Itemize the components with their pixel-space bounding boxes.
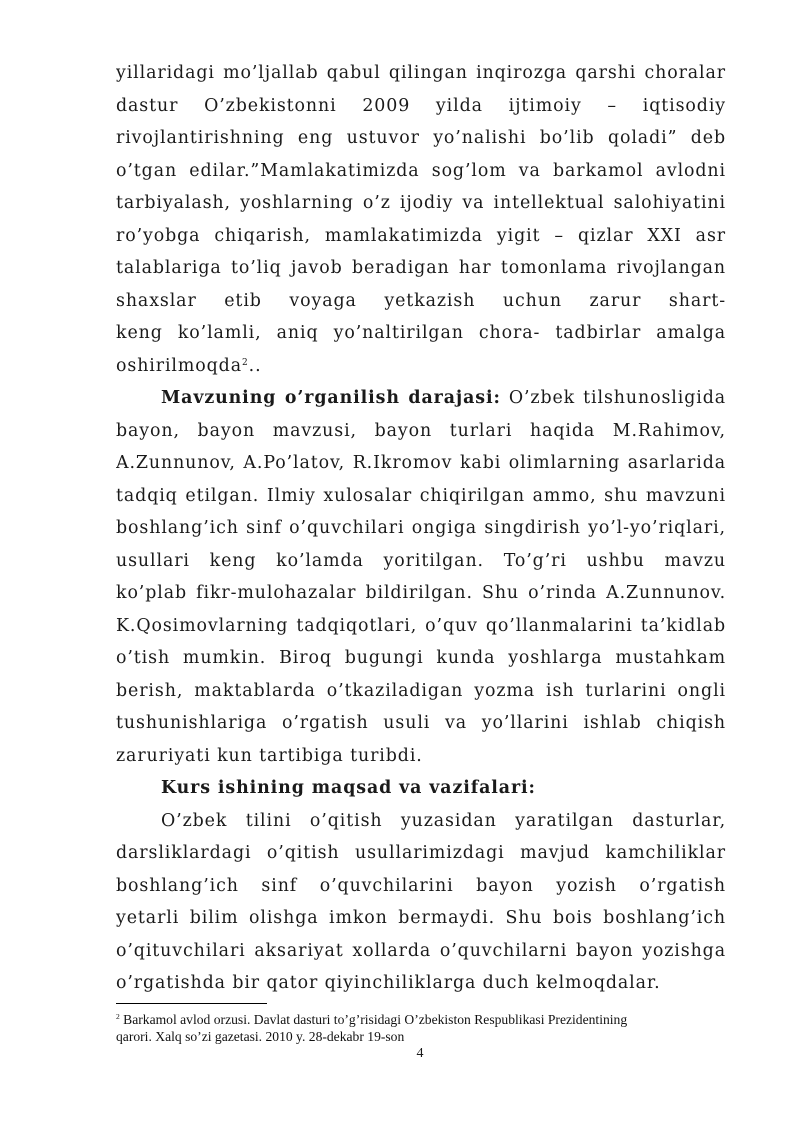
footnote-text: Barkamol avlod orzusi. Davlat dasturi to’g’risidagi O’zbekiston Respublikasi Prezidentining: [119, 1012, 628, 1027]
section-heading: Mavzuning o’rganilish darajasi:: [161, 388, 501, 408]
body-line: K.Qosimovlarning tadqiqotlari, o’quv qo’llanmalarini ta’kidlab: [116, 616, 726, 636]
body-line: boshlang’ich sinf o’quvchilarini bayon yozish o’rgatish: [116, 876, 726, 896]
body-line: tushunishlariga o’rgatish usuli va yo’llarini ishlab chiqish: [116, 713, 726, 733]
footnote-line: [116, 1011, 736, 1028]
body-text: O’zbek tilshunosligida: [508, 388, 726, 408]
footnote-ref[interactable]: 2: [242, 358, 249, 368]
body-line: usullari keng ko’lamda yoritilgan. To’g’ri ushbu mavzu: [116, 551, 726, 571]
body-line: tadqiq etilgan. Ilmiy xulosalar chiqirilgan ammo, shu mavzuni: [116, 486, 726, 506]
body-line: o’qituvchilari aksariyat xollarda o’quvchilarni bayon yozishga: [116, 941, 726, 961]
body-line: O’zbek tilini o’qitish yuzasidan yaratilgan dasturlar,: [161, 811, 726, 831]
body-line: shaxslar etib voyaga yetkazish uchun zarur shart-: [116, 291, 726, 311]
body-line: yetarli bilim olishga imkon bermaydi. Shu bois boshlang’ich: [116, 908, 726, 928]
footnote-line: qarori. Xalq so’zi gazetasi. 2010 y. 28-dekabr 19-son: [116, 1029, 405, 1044]
body-line: o’tgan edilar.”Mamlakatimizda sog’lom va barkamol avlodni: [116, 161, 726, 181]
body-line: keng ko’lamli, aniq yo’naltirilgan chora- tadbirlar amalga: [116, 323, 726, 343]
section-heading-line: [161, 387, 726, 409]
footnote-separator: [116, 1003, 267, 1004]
body-line: A.Zunnunov, A.Po’latov, R.Ikromov kabi olimlarning asarlarida: [116, 453, 726, 473]
body-line: berish, maktablarda o’tkaziladigan yozma ish turlarini ongli: [116, 681, 726, 701]
body-line: tarbiyalash, yoshlarning o’z ijodiy va intellektual salohiyatini: [116, 193, 726, 213]
body-line: dastur O’zbekistonni 2009 yilda ijtimoiy – iqtisodiy: [116, 96, 726, 116]
body-line: ko’plab fikr-mulohazalar bildirilgan. Shu o’rinda A.Zunnunov.: [116, 583, 726, 603]
body-line-last: [116, 355, 726, 377]
body-line: boshlang’ich sinf o’quvchilari ongiga singdirish yo’l-yo’riqlari,: [116, 518, 726, 538]
page-number: 4: [416, 1046, 424, 1061]
body-text: oshirilmoqda: [116, 356, 242, 376]
body-line: talablariga to’liq javob beradigan har tomonlama rivojlangan: [116, 258, 726, 278]
body-line-last: zaruriyati kun tartibiga turibdi.: [116, 746, 423, 766]
section-heading: Kurs ishining maqsad va vazifalari:: [161, 778, 536, 798]
footnote-mark: 2: [116, 1012, 120, 1021]
body-text: ..: [248, 356, 262, 376]
body-line: darsliklardagi o’qitish usullarimizdagi mavjud kamchiliklar: [116, 843, 726, 863]
body-line-last: o’rgatishda bir qator qiyinchiliklarga duch kelmoqdalar.: [116, 973, 661, 993]
body-line: yillaridagi mo’ljallab qabul qilingan inqirozga qarshi choralar: [116, 63, 726, 83]
body-line: o’tish mumkin. Biroq bugungi kunda yoshlarga mustahkam: [116, 648, 726, 668]
body-line: bayon, bayon mavzusi, bayon turlari haqida M.Rahimov,: [116, 421, 726, 441]
body-line: ro’yobga chiqarish, mamlakatimizda yigit – qizlar XXI asr: [116, 226, 726, 246]
body-line: rivojlantirishning eng ustuvor yo’nalishi bo’lib qoladi” deb: [116, 128, 726, 148]
